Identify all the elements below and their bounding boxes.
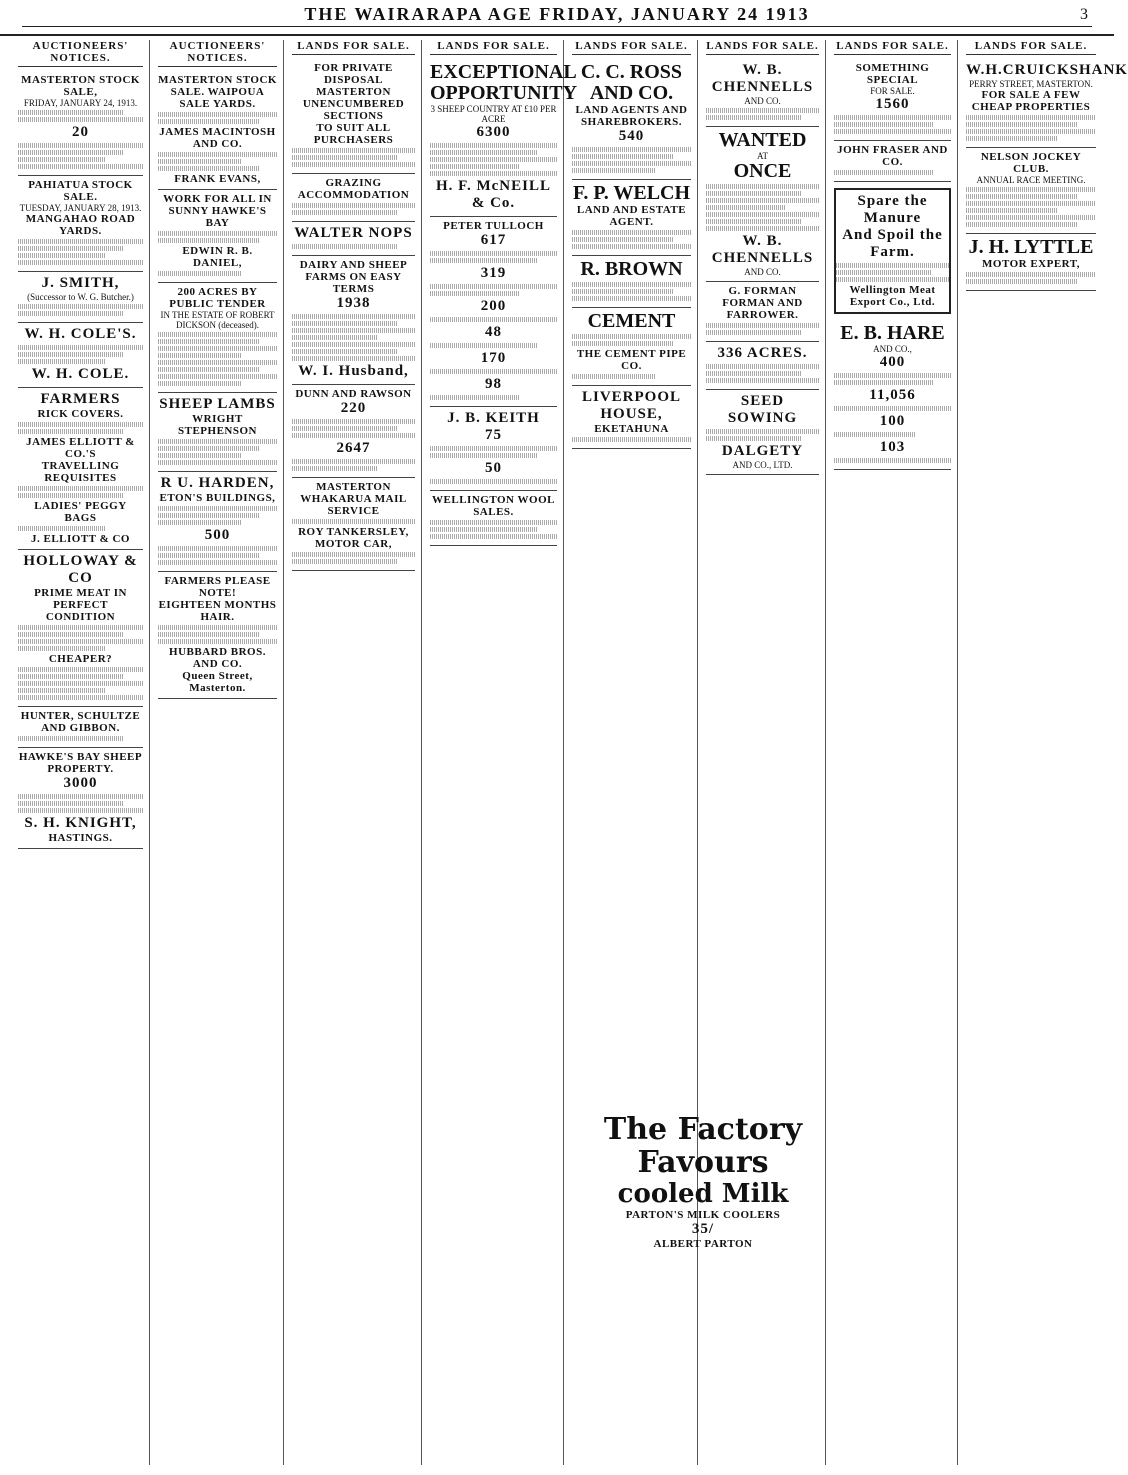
eb-hare-ad xyxy=(834,320,951,470)
ad-subheading: 3 SHEEP COUNTRY AT £10 PER ACRE xyxy=(430,104,557,124)
cruickshank-ad xyxy=(966,59,1128,148)
ad-number: 20 xyxy=(72,124,89,140)
ad-signature: JAMES MACINTOSH AND CO. xyxy=(159,126,276,150)
ad-subheading: LAND AGENTS AND SHAREBROKERS. xyxy=(575,104,688,128)
ad-heading: HAWKE'S BAY SHEEP PROPERTY. xyxy=(18,751,143,775)
column-1 xyxy=(12,40,150,1465)
masthead-rule xyxy=(22,26,1092,27)
farmers-rick-covers-ad xyxy=(18,388,143,550)
ad-subheading: PERRY STREET, MASTERTON. xyxy=(969,79,1093,89)
cc-ross-ad xyxy=(572,59,691,180)
ad-heading: EXCEPTIONAL OPPORTUNITY xyxy=(430,61,578,104)
ad-subheading: THE CEMENT PIPE CO. xyxy=(576,348,687,372)
ad-signature: H. F. McNEILL & Co. xyxy=(436,178,551,211)
ad-number: 617 xyxy=(480,232,507,248)
ad-subheading: TRAVELLING REQUISITES xyxy=(41,460,120,484)
fp-welch-ad xyxy=(572,180,691,256)
ad-number: 200 xyxy=(480,298,507,314)
ad-date: FRIDAY, JANUARY 24, 1913. xyxy=(23,98,138,108)
hawkes-bay-property-ad xyxy=(18,748,143,849)
ad-signature: HUBBARD BROS. AND CO. xyxy=(169,646,266,670)
ad-signature: Wellington Meat Export Co., Ltd. xyxy=(849,284,936,308)
ad-subheading: AND CO. xyxy=(744,267,781,277)
column-1-header: AUCTIONEERS' NOTICES. xyxy=(18,40,143,67)
ad-heading: FARMERS PLEASE NOTE! xyxy=(164,575,271,599)
ad-heading: G. FORMAN xyxy=(728,285,797,297)
ad-heading: 336 ACRES. xyxy=(717,345,808,361)
ad-heading: J. H. LYTTLE xyxy=(968,236,1094,258)
ad-heading: SOWING xyxy=(727,410,798,426)
r-brown-ad xyxy=(572,256,691,308)
ad-location: EKETAHUNA xyxy=(594,423,669,435)
nelson-jockey-club-ad xyxy=(966,148,1096,234)
work-hawkes-bay-ad xyxy=(158,190,277,283)
page-number: 3 xyxy=(1080,6,1088,23)
ad-signature: WRIGHT STEPHENSON xyxy=(178,413,257,437)
ad-subheading: LADIES' PEGGY BAGS xyxy=(34,500,127,524)
masthead xyxy=(0,0,1114,36)
ad-signature: J. ELLIOTT & CO xyxy=(31,533,130,545)
ad-subheading: MASTERTON xyxy=(316,86,391,98)
ad-number: 170 xyxy=(480,350,507,366)
column-3-header: LANDS FOR SALE. xyxy=(292,40,415,55)
exceptional-opportunity-ad xyxy=(430,59,578,217)
ad-subheading: AND CO. xyxy=(744,96,781,106)
ad-signature: W. H. COLE. xyxy=(31,366,130,382)
ad-signature: FRANK EVANS, xyxy=(174,173,261,185)
dunn-rawson-ad xyxy=(292,385,415,478)
ad-heading: J. B. KEITH xyxy=(447,410,540,426)
ad-heading: PETER TULLOCH xyxy=(443,220,544,232)
ad-subheading: AND CO., LTD. xyxy=(732,460,793,470)
ad-heading: WORK FOR ALL IN SUNNY HAWKE'S BAY xyxy=(163,193,272,229)
ad-heading: HOLLOWAY & CO xyxy=(23,553,138,586)
column-4 xyxy=(424,40,578,1465)
ad-heading: And Spoil the Farm. xyxy=(842,227,943,260)
ad-heading: FARMERS xyxy=(40,391,121,407)
ad-signature: W. B. CHENNELLS xyxy=(711,233,814,266)
ad-heading: W.H.CRUICKSHANK xyxy=(966,62,1128,78)
column-8-header: LANDS FOR SALE. xyxy=(966,40,1096,55)
ad-heading: W. B. CHENNELLS xyxy=(711,62,814,95)
ad-subheading: (Successor to W. G. Butcher.) xyxy=(27,292,134,302)
banner-signature: ALBERT PARTON xyxy=(653,1238,753,1250)
ad-subheading: MOTOR EXPERT, xyxy=(982,258,1080,270)
ad-subheading: TO SUIT ALL PURCHASERS xyxy=(313,122,394,146)
ad-subheading: FOR SALE A FEW CHEAP PROPERTIES xyxy=(971,89,1091,113)
ad-number: 3000 xyxy=(63,775,98,791)
ad-signature: S. H. KNIGHT, xyxy=(24,815,137,831)
grazing-accommodation-ad xyxy=(292,174,415,222)
ad-date: TUESDAY, JANUARY 28, 1913. xyxy=(19,203,142,213)
wh-coles-ad xyxy=(18,323,143,388)
ad-heading: MASTERTON WHAKARUA MAIL SERVICE xyxy=(300,481,407,517)
ad-heading: DAIRY AND SHEEP FARMS ON EASY TERMS xyxy=(299,259,408,295)
ad-heading: MASTERTON STOCK SALE, xyxy=(21,74,140,98)
masterton-stock-sale-ad xyxy=(18,71,143,176)
ad-subheading: MANGAHAO ROAD YARDS. xyxy=(25,213,136,237)
wool-sales-ad xyxy=(430,491,557,546)
ad-subheading: FOR SALE. xyxy=(870,86,915,96)
ad-heading: CEMENT xyxy=(587,310,676,332)
column-7-header: LANDS FOR SALE. xyxy=(834,40,951,55)
ad-number: 50 xyxy=(485,460,502,476)
ad-number: 500 xyxy=(204,527,231,543)
banner-subheading: PARTON'S MILK COOLERS xyxy=(625,1209,781,1221)
walter-nops-ad xyxy=(292,222,415,256)
ad-number: 319 xyxy=(480,265,507,281)
ad-heading: ONCE xyxy=(733,160,792,182)
ad-heading: R U. HARDEN, xyxy=(160,475,275,491)
dairy-sheep-farms-ad xyxy=(292,256,415,385)
something-special-ad xyxy=(834,59,951,141)
ad-subheading: FORMAN AND FARROWER. xyxy=(722,297,803,321)
ad-heading: GRAZING ACCOMMODATION xyxy=(297,177,410,201)
ad-heading: MASTERTON STOCK SALE. WAIPOUA SALE YARDS. xyxy=(158,74,277,110)
ad-number: 220 xyxy=(340,400,367,416)
ad-heading: J. SMITH, xyxy=(41,275,120,291)
ad-heading: F. P. WELCH xyxy=(572,182,691,204)
column-5-header: LANDS FOR SALE. xyxy=(572,40,691,55)
ad-heading: E. B. HARE xyxy=(840,322,945,344)
cement-ad xyxy=(572,308,691,386)
public-tender-ad xyxy=(158,283,277,393)
chennells-ad xyxy=(706,59,819,127)
seed-sowing-ad xyxy=(706,390,819,475)
ad-subheading: CHEAPER? xyxy=(48,653,113,665)
private-disposal-ad xyxy=(292,59,415,174)
ad-subheading: PRIME MEAT IN PERFECT CONDITION xyxy=(34,587,127,623)
column-6 xyxy=(700,40,826,1465)
ad-number: 98 xyxy=(485,376,502,392)
ad-heading: DUNN AND RAWSON xyxy=(295,388,412,400)
ad-number: 100 xyxy=(879,413,906,429)
j-smith-ad xyxy=(18,272,143,323)
ad-subheading: AND CO., xyxy=(873,344,912,354)
ad-subheading: UNENCUMBERED SECTIONS xyxy=(302,98,405,122)
factory-favours-banner xyxy=(568,1112,838,1250)
column-8 xyxy=(960,40,1128,1465)
ad-number: 2647 xyxy=(336,440,371,456)
ad-subheading: JAMES ELLIOTT & CO.'S xyxy=(26,436,135,460)
ad-subheading: AT xyxy=(757,151,768,161)
336-acres-ad xyxy=(706,342,819,390)
ad-heading: SOMETHING SPECIAL xyxy=(855,62,930,86)
lyttle-ad xyxy=(966,234,1096,291)
forman-ad xyxy=(706,282,819,342)
ad-number: 11,056 xyxy=(869,387,916,403)
jb-keith-ad xyxy=(430,407,557,491)
ad-number: 1938 xyxy=(336,295,371,311)
ad-heading: PAHIATUA STOCK SALE. xyxy=(28,179,133,203)
ad-heading: SHEEP LAMBS xyxy=(159,396,276,412)
banner-heading: cooled Milk xyxy=(617,1179,789,1209)
ad-signature: ROY TANKERSLEY, xyxy=(298,526,409,538)
ad-heading: 200 ACRES BY PUBLIC TENDER xyxy=(169,286,266,310)
ad-subheading: LAND AND ESTATE AGENT. xyxy=(576,204,687,228)
ad-number: 48 xyxy=(485,324,502,340)
ad-heading: FOR PRIVATE DISPOSAL xyxy=(314,62,393,86)
column-6-header: LANDS FOR SALE. xyxy=(706,40,819,55)
farmers-please-note-ad xyxy=(158,572,277,699)
ad-heading: R. BROWN xyxy=(580,258,683,280)
ad-heading: SEED xyxy=(740,393,785,409)
ad-subheading: RICK COVERS. xyxy=(37,408,124,420)
holloway-ad xyxy=(18,550,143,707)
ad-heading: WALTER NOPS xyxy=(294,225,413,241)
column-4-header: LANDS FOR SALE. xyxy=(430,40,557,55)
waipoua-sale-ad xyxy=(158,71,277,190)
liverpool-house-ad xyxy=(572,386,691,449)
pahiatua-stock-sale-ad xyxy=(18,176,143,272)
john-fraser-ad xyxy=(834,141,951,182)
ad-signature: DALGETY xyxy=(721,443,804,459)
ad-heading: WANTED xyxy=(718,129,807,151)
ad-number: 540 xyxy=(618,128,645,144)
banner-heading: The Factory Favours xyxy=(603,1112,803,1180)
column-3 xyxy=(286,40,422,1465)
ad-number: 75 xyxy=(485,427,502,443)
peter-tulloch-ad xyxy=(430,217,557,407)
mail-service-ad xyxy=(292,478,415,571)
banner-price: 35/ xyxy=(691,1221,715,1237)
wanted-at-once-ad xyxy=(706,127,819,282)
ad-signature: W. I. Husband, xyxy=(298,363,409,379)
ad-subheading: ANNUAL RACE MEETING. xyxy=(976,175,1086,185)
sheep-lambs-ad xyxy=(158,393,277,472)
ad-subheading: IN THE ESTATE OF ROBERT DICKSON (deceased). xyxy=(160,310,275,330)
ad-heading: WELLINGTON WOOL SALES. xyxy=(432,494,555,518)
column-2-header: AUCTIONEERS' NOTICES. xyxy=(158,40,277,67)
ad-heading: Spare the Manure xyxy=(857,193,928,226)
manure-ad xyxy=(834,188,951,314)
ad-subheading: MOTOR CAR, xyxy=(315,538,392,550)
ad-heading: LIVERPOOL HOUSE, xyxy=(581,389,681,422)
ad-location: Queen Street, Masterton. xyxy=(182,670,253,694)
ad-number: 6300 xyxy=(476,124,511,140)
ad-number: 1560 xyxy=(875,96,910,112)
ad-location: HASTINGS. xyxy=(48,832,113,844)
newspaper-title: THE WAIRARAPA AGE FRIDAY, JANUARY 24 1913 xyxy=(304,4,810,24)
column-2 xyxy=(152,40,284,1465)
ad-heading: W. H. COLE'S. xyxy=(24,326,137,342)
ad-number: 103 xyxy=(879,439,906,455)
ad-subheading: ETON'S BUILDINGS, xyxy=(159,492,276,504)
ad-heading: NELSON JOCKEY CLUB. xyxy=(980,151,1082,175)
ad-heading: C. C. ROSS AND CO. xyxy=(580,61,683,104)
hunter-schultze-ad xyxy=(18,707,143,748)
column-5 xyxy=(566,40,698,1465)
ad-subheading: EIGHTEEN MONTHS HAIR. xyxy=(158,599,277,623)
column-7 xyxy=(828,40,958,1465)
ad-signature: EDWIN R. B. DANIEL, xyxy=(182,245,253,269)
ad-heading: JOHN FRASER AND CO. xyxy=(837,144,948,168)
harden-ad xyxy=(158,472,277,572)
ad-number: 400 xyxy=(879,354,906,370)
ad-heading: HUNTER, SCHULTZE AND GIBBON. xyxy=(20,710,141,734)
